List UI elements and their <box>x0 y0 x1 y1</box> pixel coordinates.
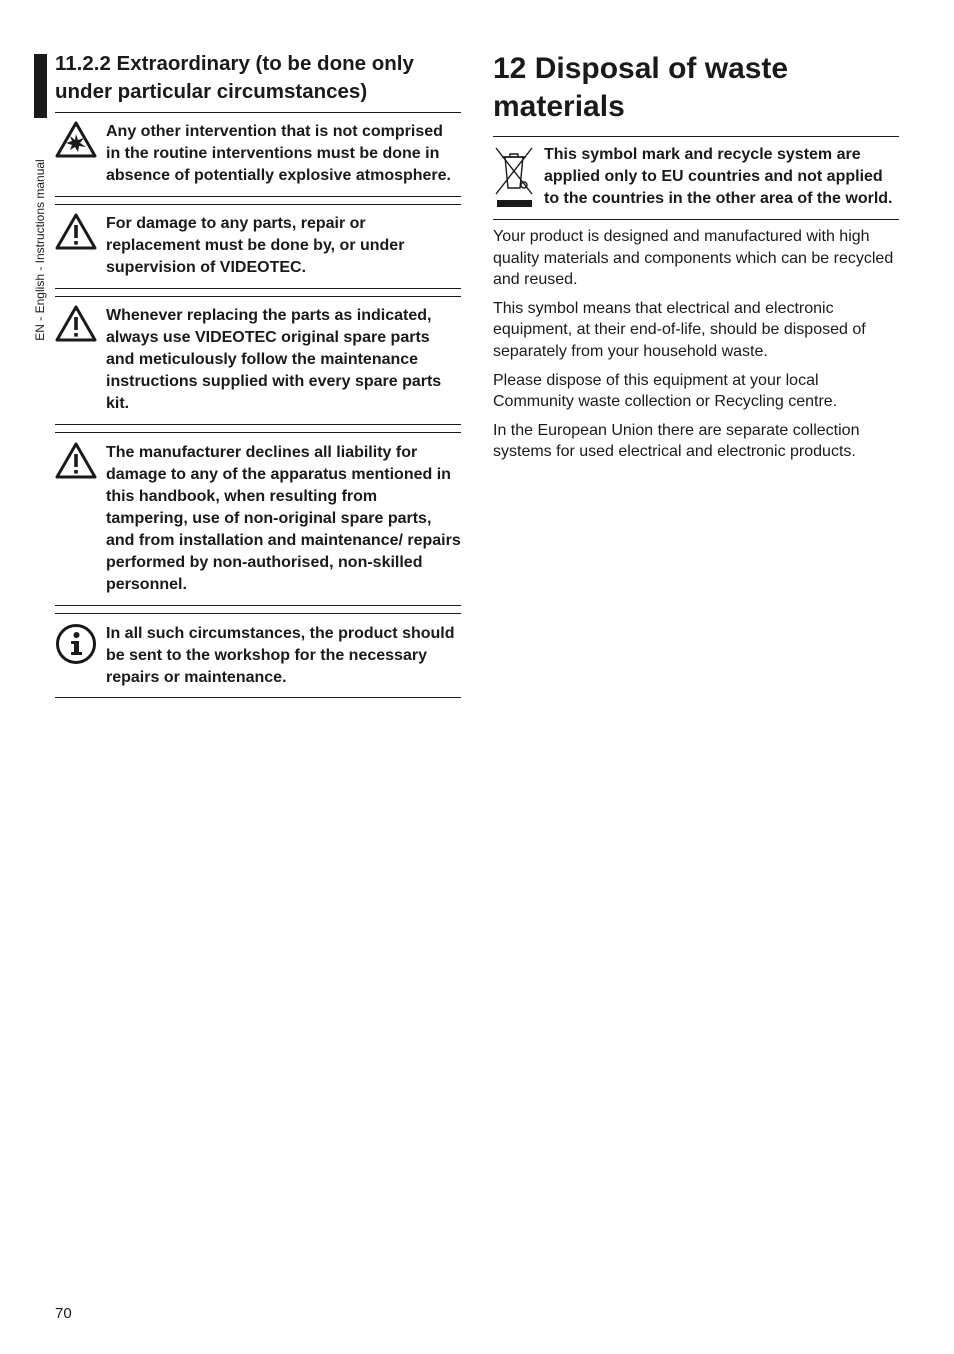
note-explosive-atmosphere <box>55 113 461 197</box>
right-column <box>493 50 899 470</box>
note-text: The manufacturer declines all liability for damage to any of the apparatus mentioned in this handbook, when resulting from tampering, use of non-original spare parts, and from installation and maintenance/ repairs performed by non-authorised, non-skilled personnel. <box>106 444 461 593</box>
page-number: 70 <box>55 1305 72 1322</box>
info-icon <box>55 623 106 665</box>
body-paragraph: Please dispose of this equipment at your local Community waste collection or Recycling centre. <box>493 371 838 411</box>
note-send-to-workshop <box>55 613 461 698</box>
warning-icon <box>55 213 106 250</box>
note-text: For damage to any parts, repair or replacement must be done by, or under supervision of VIDEOTEC. <box>106 215 405 276</box>
section-marker-bar <box>34 54 47 118</box>
section-heading-11-2-2: 11.2.2 Extraordinary (to be done only under particular circumstances) <box>55 50 461 113</box>
explosion-hazard-icon <box>55 121 106 158</box>
body-paragraph: Your product is designed and manufactured with high quality materials and components which can be recycled and reused. <box>493 228 894 289</box>
warning-icon <box>55 442 106 479</box>
note-text: Whenever replacing the parts as indicated, always use VIDEOTEC original spare parts and meticulously follow the maintenance instructions supplied with every spare parts kit. <box>106 307 442 412</box>
crossed-bin-icon <box>493 144 544 208</box>
note-text: This symbol mark and recycle system are applied only to EU countries and not applied to the countries in the other area of the world. <box>544 146 893 207</box>
disposal-paragraphs <box>493 220 899 463</box>
left-column <box>55 50 461 698</box>
note-liability-disclaimer <box>55 432 461 606</box>
side-label: EN - English - Instructions manual <box>33 159 47 341</box>
note-weee-eu-only <box>493 137 899 220</box>
body-paragraph: This symbol means that electrical and electronic equipment, at their end-of-life, should be disposed of separately from your household waste. <box>493 299 866 360</box>
note-original-spare-parts <box>55 296 461 425</box>
body-paragraph: In the European Union there are separate collection systems for used electrical and electronic products. <box>493 421 860 461</box>
section-heading-12: 12 Disposal of waste materials <box>493 50 899 137</box>
warning-icon <box>55 305 106 342</box>
note-repair-supervision <box>55 204 461 289</box>
note-text: In all such circumstances, the product should be sent to the workshop for the necessary repairs or maintenance. <box>106 625 455 686</box>
note-text: Any other intervention that is not comprised in the routine interventions must be done in absence of potentially explosive atmosphere. <box>106 123 451 184</box>
